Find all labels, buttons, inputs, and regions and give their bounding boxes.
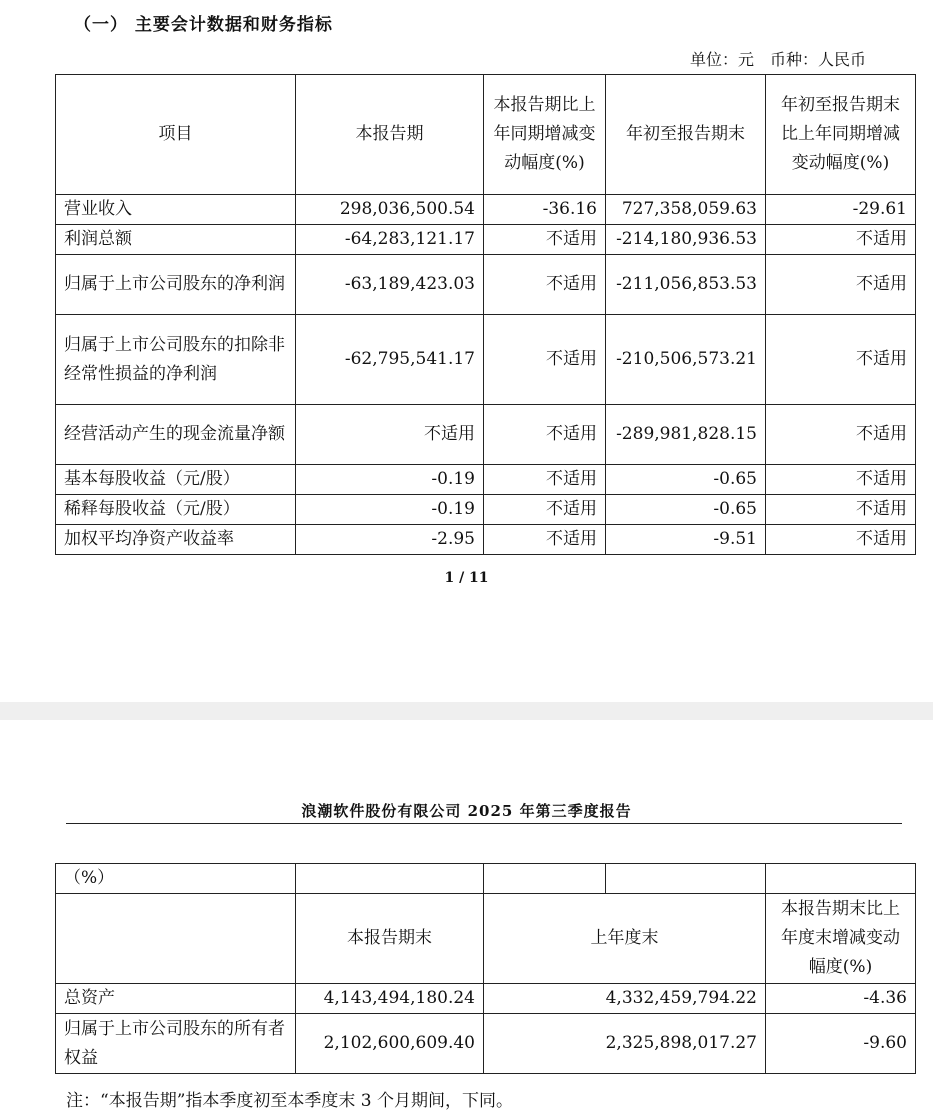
carry-over-cell xyxy=(606,864,766,894)
row-period-end: 4,143,494,180.24 xyxy=(296,984,484,1014)
header-current: 本报告期 xyxy=(296,75,484,195)
financial-indicators-table xyxy=(55,74,916,555)
header-item xyxy=(56,894,296,984)
row-current: 298,036,500.54 xyxy=(296,195,484,225)
row-ytd: -214,180,936.53 xyxy=(606,225,766,255)
row-current-change: -36.16 xyxy=(484,195,606,225)
table-row xyxy=(56,195,916,225)
table-row xyxy=(56,984,916,1014)
unit-label: 单位：元 币种：人民币 xyxy=(690,50,867,69)
carry-over-cell xyxy=(296,864,484,894)
row-prior-year-end: 4,332,459,794.22 xyxy=(484,984,766,1014)
row-ytd: -211,056,853.53 xyxy=(606,255,766,315)
row-current-change: 不适用 xyxy=(484,405,606,465)
row-current: -0.19 xyxy=(296,495,484,525)
page-2 xyxy=(0,720,933,1116)
table-header-row xyxy=(56,75,916,195)
row-item: 归属于上市公司股东的所有者权益 xyxy=(56,1014,296,1074)
row-current: 不适用 xyxy=(296,405,484,465)
balance-sheet-table xyxy=(55,863,916,1074)
row-current: -64,283,121.17 xyxy=(296,225,484,255)
row-ytd: -0.65 xyxy=(606,495,766,525)
row-period-end: 2,102,600,609.40 xyxy=(296,1014,484,1074)
table-row xyxy=(56,225,916,255)
row-current: -2.95 xyxy=(296,525,484,555)
header-ytd-change: 年初至报告期末比上年同期增减变动幅度(%) xyxy=(766,75,916,195)
row-current: -62,795,541.17 xyxy=(296,315,484,405)
footnote: 注：“本报告期”指本季度初至本季度末 3 个月期间，下同。 xyxy=(66,1091,514,1111)
row-current-change: 不适用 xyxy=(484,225,606,255)
carry-over-cell xyxy=(484,864,606,894)
row-ytd: 727,358,059.63 xyxy=(606,195,766,225)
row-ytd-change: -29.61 xyxy=(766,195,916,225)
row-current: -0.19 xyxy=(296,465,484,495)
row-ytd: -210,506,573.21 xyxy=(606,315,766,405)
row-prior-year-end: 2,325,898,017.27 xyxy=(484,1014,766,1074)
row-ytd-change: 不适用 xyxy=(766,315,916,405)
header-current-change: 本报告期比上年同期增减变动幅度(%) xyxy=(484,75,606,195)
row-ytd: -0.65 xyxy=(606,465,766,495)
header-item: 项目 xyxy=(56,75,296,195)
row-item: 利润总额 xyxy=(56,225,296,255)
row-ytd-change: 不适用 xyxy=(766,255,916,315)
table-row xyxy=(56,405,916,465)
row-current-change: 不适用 xyxy=(484,255,606,315)
row-item: 归属于上市公司股东的扣除非经常性损益的净利润 xyxy=(56,315,296,405)
table-row xyxy=(56,315,916,405)
row-change: -9.60 xyxy=(766,1014,916,1074)
row-current-change: 不适用 xyxy=(484,525,606,555)
row-change: -4.36 xyxy=(766,984,916,1014)
row-item: 归属于上市公司股东的净利润 xyxy=(56,255,296,315)
carry-over-row xyxy=(56,864,916,894)
row-ytd-change: 不适用 xyxy=(766,225,916,255)
table-row xyxy=(56,1014,916,1074)
table-row xyxy=(56,525,916,555)
table-row xyxy=(56,255,916,315)
header-ytd: 年初至报告期末 xyxy=(606,75,766,195)
page-number: 1 / 11 xyxy=(444,570,489,586)
row-ytd-change: 不适用 xyxy=(766,495,916,525)
row-ytd-change: 不适用 xyxy=(766,525,916,555)
header-period-end: 本报告期末 xyxy=(296,894,484,984)
row-current-change: 不适用 xyxy=(484,315,606,405)
row-item: 稀释每股收益（元/股） xyxy=(56,495,296,525)
header-prior-year-end: 上年度末 xyxy=(484,894,766,984)
row-ytd-change: 不适用 xyxy=(766,405,916,465)
row-item: 总资产 xyxy=(56,984,296,1014)
header-change: 本报告期末比上年度末增减变动幅度(%) xyxy=(766,894,916,984)
header-rule xyxy=(66,823,902,824)
section-title: （一） 主要会计数据和财务指标 xyxy=(74,15,333,35)
page-separator xyxy=(0,702,933,720)
row-item: 经营活动产生的现金流量净额 xyxy=(56,405,296,465)
row-ytd-change: 不适用 xyxy=(766,465,916,495)
row-item: 加权平均净资产收益率 xyxy=(56,525,296,555)
row-item: 营业收入 xyxy=(56,195,296,225)
row-current: -63,189,423.03 xyxy=(296,255,484,315)
row-current-change: 不适用 xyxy=(484,465,606,495)
table-row xyxy=(56,495,916,525)
row-item: 基本每股收益（元/股） xyxy=(56,465,296,495)
table-header-row xyxy=(56,894,916,984)
row-ytd: -289,981,828.15 xyxy=(606,405,766,465)
row-current-change: 不适用 xyxy=(484,495,606,525)
carry-over-label: （%） xyxy=(56,864,296,894)
carry-over-cell xyxy=(766,864,916,894)
report-header: 浪潮软件股份有限公司 2025 年第三季度报告 xyxy=(301,802,632,820)
row-ytd: -9.51 xyxy=(606,525,766,555)
table-row xyxy=(56,465,916,495)
